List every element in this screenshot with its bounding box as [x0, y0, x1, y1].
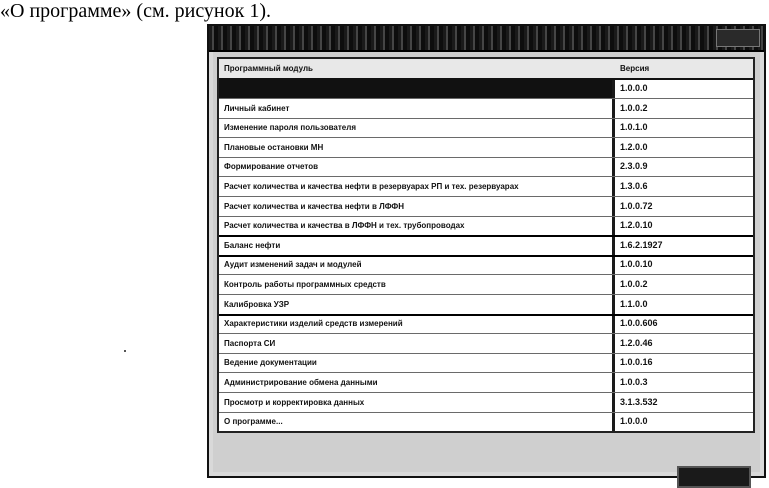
scan-speck [124, 350, 126, 352]
module-version-cell: 1.0.0.0 [620, 416, 648, 427]
about-dialog-window [207, 24, 766, 478]
module-version-cell: 2.3.0.9 [620, 161, 648, 172]
module-version-cell: 1.0.0.2 [620, 279, 648, 289]
module-name-cell: Расчет количества и качества в ЛФФН и тех. трубопроводах [224, 221, 465, 231]
module-name-cell: Паспорта СИ [224, 338, 276, 348]
table-row[interactable] [219, 314, 753, 334]
table-header-row [219, 59, 753, 80]
table-row[interactable] [219, 118, 753, 138]
module-name-cell: Просмотр и корректировка данных [224, 397, 365, 407]
table-row[interactable] [219, 275, 753, 295]
table-row[interactable] [219, 295, 753, 316]
table-row[interactable] [219, 236, 753, 257]
module-name-cell: Плановые остановки МН [224, 142, 324, 152]
module-version-cell: 3.1.3.532 [620, 396, 658, 407]
module-name-cell [219, 79, 612, 98]
table-row[interactable] [219, 99, 753, 119]
modules-table [217, 57, 755, 433]
window-controls[interactable] [716, 29, 760, 47]
module-name-cell: Ведение документации [224, 358, 317, 368]
module-name-cell: Изменение пароля пользователя [224, 123, 356, 133]
table-row[interactable] [219, 157, 753, 177]
column-header-module: Программный модуль [224, 64, 313, 73]
table-row[interactable] [219, 373, 753, 393]
table-row[interactable] [219, 353, 753, 373]
module-version-cell: 1.0.0.2 [620, 102, 648, 113]
module-version-cell: 1.3.0.6 [620, 181, 648, 191]
table-row[interactable] [219, 334, 753, 354]
module-name-cell: Расчет количества и качества нефти в ЛФФН [224, 201, 405, 211]
dialog-titlebar[interactable] [209, 26, 764, 52]
module-version-cell: 1.0.0.72 [620, 200, 653, 211]
module-name-cell: Характеристики изделий средств измерений [224, 319, 403, 329]
module-version-cell: 1.2.0.0 [620, 141, 648, 152]
table-row[interactable] [219, 138, 753, 158]
table-row[interactable] [219, 79, 753, 99]
dialog-client-area [213, 52, 760, 472]
module-version-cell: 1.2.0.10 [620, 220, 653, 231]
module-version-cell: 1.0.1.0 [620, 122, 648, 133]
module-version-cell: 1.0.0.3 [620, 377, 648, 387]
table-row[interactable] [219, 216, 753, 237]
module-name-cell: Калибровка УЗР [224, 299, 290, 309]
module-name-cell: Личный кабинет [224, 103, 290, 113]
module-name-cell: Администрирование обмена данными [224, 378, 378, 387]
module-version-cell: 1.2.0.46 [620, 337, 653, 348]
module-name-cell: Аудит изменений задач и модулей [224, 260, 362, 270]
module-version-cell: 1.0.0.0 [620, 83, 648, 93]
module-name-cell: Контроль работы программных средств [224, 280, 386, 289]
module-name-cell: Баланс нефти [224, 240, 281, 250]
table-row[interactable] [219, 197, 753, 217]
table-row[interactable] [219, 177, 753, 197]
table-row[interactable] [219, 255, 753, 275]
module-name-cell: Расчет количества и качества нефти в резервуарах РП и тех. резервуарах [224, 182, 519, 191]
document-caption: «О программе» (см. рисунок 1). [0, 0, 272, 22]
ok-button[interactable] [677, 466, 751, 488]
module-version-cell: 1.0.0.16 [620, 357, 653, 368]
table-row[interactable] [219, 412, 753, 432]
module-version-cell: 1.0.0.606 [620, 318, 658, 329]
column-header-version: Версия [620, 64, 650, 73]
module-version-cell: 1.1.0.0 [620, 298, 648, 309]
module-name-cell: О программе... [224, 417, 283, 427]
module-name-cell: Формирование отчетов [224, 162, 318, 172]
table-row[interactable] [219, 393, 753, 413]
module-version-cell: 1.0.0.10 [620, 259, 653, 270]
module-version-cell: 1.6.2.1927 [620, 239, 663, 250]
